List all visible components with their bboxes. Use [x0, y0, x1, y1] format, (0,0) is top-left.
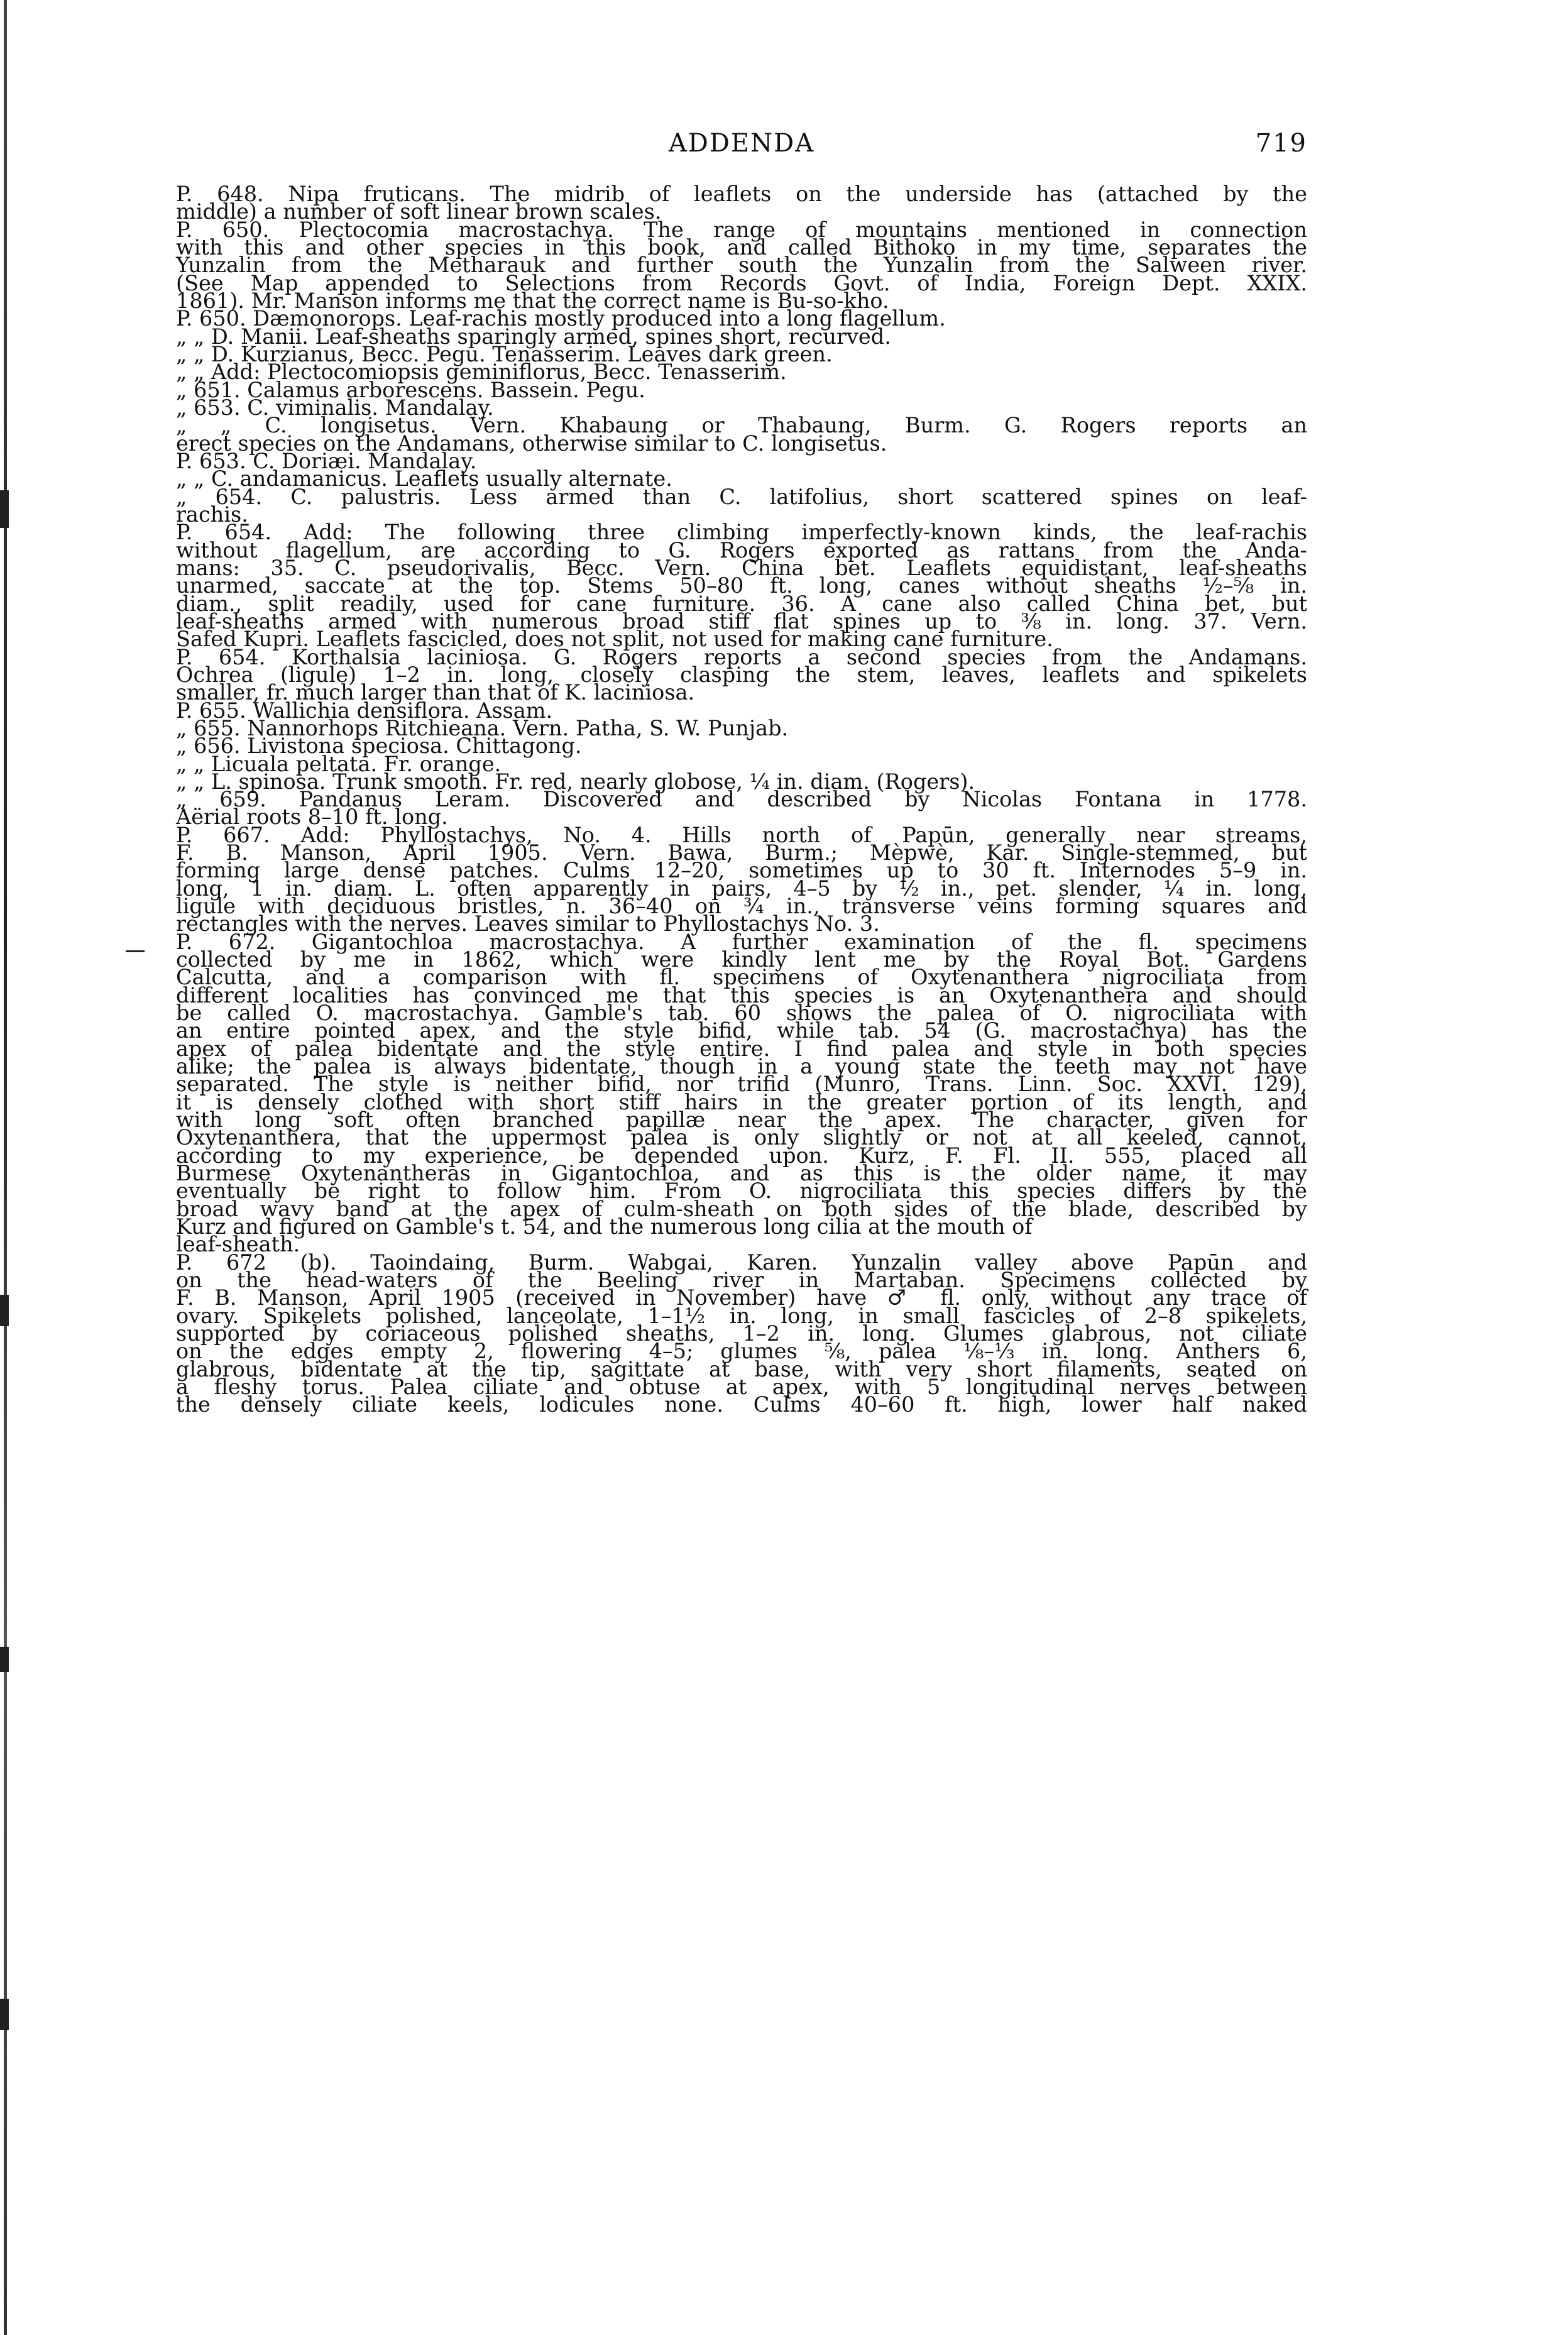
binding-mark — [0, 1999, 9, 2030]
text-line: Aërial roots 8–10 ft. long. — [176, 805, 448, 830]
text-line: Ochrea (ligule) 1–2 in. long, closely clasping the stem, leaves, leaflets and spikelets — [176, 662, 1307, 687]
text-line: „ 651. Calamus arborescens. Bassein. Pegu. — [176, 377, 645, 402]
running-head: ADDENDA — [668, 129, 815, 158]
text-line: P. 648. Nipa fruticans. The midrib of leaflets on the underside has (attached by the — [176, 182, 1307, 206]
text-line: F. B. Manson, April 1905. Vern. Bawa, Burm.; Mèpwè, Kar. Single-stemmed, but — [176, 840, 1307, 865]
text-line: leaf-sheath. — [176, 1232, 300, 1257]
page-header — [176, 129, 1307, 173]
text-line: P. 672 (b). Taoindaing, Burm. Wabgai, Karen. Yunzalin valley above Papūn and — [176, 1250, 1307, 1275]
text-line: P. 650. Dæmonorops. Leaf-rachis mostly produced into a long flagellum. — [176, 306, 946, 331]
text-line: „ „ Licuala peltata. Fr. orange. — [176, 751, 502, 776]
text-line: it is densely clothed with short stiff hairs in the greater portion of its length, and — [176, 1089, 1307, 1114]
text-line: on the head-waters of the Beeling river in Martaban. Specimens collected by — [176, 1268, 1307, 1293]
text-line: Kurz and figured on Gamble's t. 54, and the numerous long cilia at the mouth of — [176, 1214, 1033, 1239]
binding-mark — [0, 1295, 9, 1326]
text-line: a fleshy torus. Palea ciliate and obtuse at apex, with 5 longitudinal nerves between — [176, 1374, 1307, 1399]
text-line: different localities has convinced me that this species is an Oxytenanthera and should — [176, 982, 1307, 1008]
text-line: ligule with deciduous bristles, n. 36–40 on ¾ in., transverse veins forming squares and — [176, 894, 1307, 919]
text-line: mans: 35. C. pseudorivalis, Becc. Vern. China bet. Leaflets equidistant, leaf-sheaths — [176, 555, 1307, 580]
page-binding-edge — [4, 0, 7, 2335]
text-line: leaf-sheaths armed with numerous broad stiff flat spines up to ⅜ in. long. 37. Vern. — [176, 608, 1307, 634]
text-line: Calcutta, and a comparison with fl. specimens of Oxytenanthera nigrociliata from — [176, 965, 1307, 990]
text-line: apex of palea bidentate and the style entire. I find palea and style in both species — [176, 1036, 1307, 1061]
binding-mark — [0, 490, 9, 528]
text-line: an entire pointed apex, and the style bifid, while tab. 54 (G. macrostachya) has the — [176, 1018, 1307, 1043]
text-line: separated. The style is neither bifid, nor trifid (Munro, Trans. Linn. Soc. XXVI. 129), — [176, 1072, 1307, 1097]
text-line: supported by coriaceous polished sheaths, 1–2 in. long. Glumes glabrous, not ciliate — [176, 1321, 1307, 1346]
text-line: „ „ C. longisetus. Vern. Khabaung or Thabaung, Burm. G. Rogers reports an — [176, 413, 1307, 438]
text-line: erect species on the Andamans, otherwise similar to C. longisetus. — [176, 431, 887, 456]
text-line: P. 654. Add: The following three climbing imperfectly-known kinds, the leaf-rachis — [176, 520, 1307, 545]
text-line: P. 650. Plectocomia macrostachya. The range of mountains mentioned in connection — [176, 217, 1307, 242]
text-line: according to my experience, be depended upon. Kurz, F. Fl. II. 555, placed all — [176, 1143, 1307, 1168]
margin-mark — [126, 950, 145, 952]
text-line: „ „ C. andamanicus. Leaflets usually alternate. — [176, 466, 672, 492]
text-line: „ 654. C. palustris. Less armed than C. latifolius, short scattered spines on leaf- — [176, 484, 1307, 509]
text-line: Safed Kupri. Leaflets fascicled, does not split, not used for making cane furniture. — [176, 627, 1053, 652]
text-line: „ 656. Livistona speciosa. Chittagong. — [176, 733, 582, 759]
text-line: eventually be right to follow him. From O. nigrociliata this species differs by the — [176, 1178, 1307, 1204]
text-line: unarmed, saccate at the top. Stems 50–80 ft. long, canes without sheaths ½–⅝ in. — [176, 573, 1307, 598]
text-line: collected by me in 1862, which were kindly lent me by the Royal Bot. Gardens — [176, 947, 1307, 972]
page-number: 719 — [1255, 129, 1307, 158]
text-line: Yunzalin from the Metharauk and further south the Yunzalin from the Salween river. — [176, 253, 1307, 278]
binding-mark — [0, 1647, 9, 1672]
text-line: P. 672. Gigantochloa macrostachya. A further examination of the fl. specimens — [176, 929, 1307, 954]
text-line: P. 653. C. Doriæi. Mandalay. — [176, 448, 477, 473]
text-line: the densely ciliate keels, lodicules none. Culms 40–60 ft. high, lower half naked — [176, 1392, 1307, 1417]
text-line: P. 655. Wallichia densiflora. Assam. — [176, 698, 553, 723]
text-line: long, 1 in. diam. L. often apparently in pairs, 4–5 by ½ in., pet. slender, ¼ in. long, — [176, 876, 1307, 901]
text-line: on the edges empty 2, flowering 4–5; glumes ⅝, palea ⅛–⅓ in. long. Anthers 6, — [176, 1339, 1307, 1364]
text-line: smaller, fr. much larger than that of K. laciniosa. — [176, 680, 695, 705]
text-line: P. 654. Korthalsia laciniosa. G. Rogers reports a second species from the Andamans. — [176, 644, 1307, 669]
text-line: be called O. macrostachya. Gamble's tab. 60 shows the palea of O. nigrociliata with — [176, 1001, 1307, 1026]
text-line: alike; the palea is always bidentate, though in a young state the teeth may not have — [176, 1054, 1307, 1079]
text-line: 1861). Mr. Manson informs me that the correct name is Bu-so-kho. — [176, 288, 889, 313]
text-line: without flagellum, are according to G. Rogers exported as rattans from the Anda- — [176, 537, 1307, 563]
text-line: Burmese Oxytenantheras in Gigantochloa, and as this is the older name, it may — [176, 1161, 1307, 1186]
text-line: „ „ D. Manii. Leaf-sheaths sparingly armed, spines short, recurved. — [176, 324, 891, 349]
text-line: forming large dense patches. Culms 12–20, sometimes up to 30 ft. Internodes 5–9 in. — [176, 858, 1307, 883]
text-line: „ „ L. spinosa. Trunk smooth. Fr. red, nearly globose, ¼ in. diam. (Rogers). — [176, 769, 975, 794]
text-line: F. B. Manson, April 1905 (received in November) have ♂ fl. only, without any trace of — [176, 1285, 1307, 1310]
text-line: (See Map appended to Selections from Records Govt. of India, Foreign Dept. XXIX. — [176, 270, 1307, 295]
body-text — [176, 182, 1307, 1417]
text-line: broad wavy band at the apex of culm-sheath on both sides of the blade, described by — [176, 1196, 1307, 1221]
text-line: „ „ Add: Plectocomiopsis geminiflorus, Becc. Tenasserim. — [176, 360, 787, 385]
text-line: rachis. — [176, 502, 248, 527]
text-line: ovary. Spikelets polished, lanceolate, 1–1½ in. long, in small fascicles of 2–8 spikelets, — [176, 1303, 1307, 1328]
text-line: „ 653. C. viminalis. Mandalay. — [176, 395, 494, 420]
text-line: Oxytenanthera, that the uppermost palea is only slightly or not at all keeled, cannot, — [176, 1125, 1307, 1150]
text-line: with this and other species in this book, and called Bithoko in my time, separates the — [176, 234, 1307, 260]
text-line: P. 667. Add: Phyllostachys, No. 4. Hills north of Papūn, generally near streams, — [176, 822, 1307, 847]
text-line: „ 659. Pandanus Leram. Discovered and described by Nicolas Fontana in 1778. — [176, 787, 1307, 812]
text-line: with long soft often branched papillæ near the apex. The character, given for — [176, 1107, 1307, 1133]
text-line: middle) a number of soft linear brown scales. — [176, 199, 662, 224]
text-line: glabrous, bidentate at the tip, sagittate at base, with very short filaments, seated on — [176, 1356, 1307, 1382]
text-line: „ 655. Nannorhops Ritchieana. Vern. Patha, S. W. Punjab. — [176, 715, 789, 740]
text-line: „ „ D. Kurzianus, Becc. Pegu. Tenasserim. Leaves dark green. — [176, 341, 833, 366]
text-line: diam., split readily, used for cane furniture. 36. A cane also called China bet, but — [176, 591, 1307, 616]
text-line: rectangles with the nerves. Leaves similar to Phyllostachys No. 3. — [176, 911, 880, 937]
